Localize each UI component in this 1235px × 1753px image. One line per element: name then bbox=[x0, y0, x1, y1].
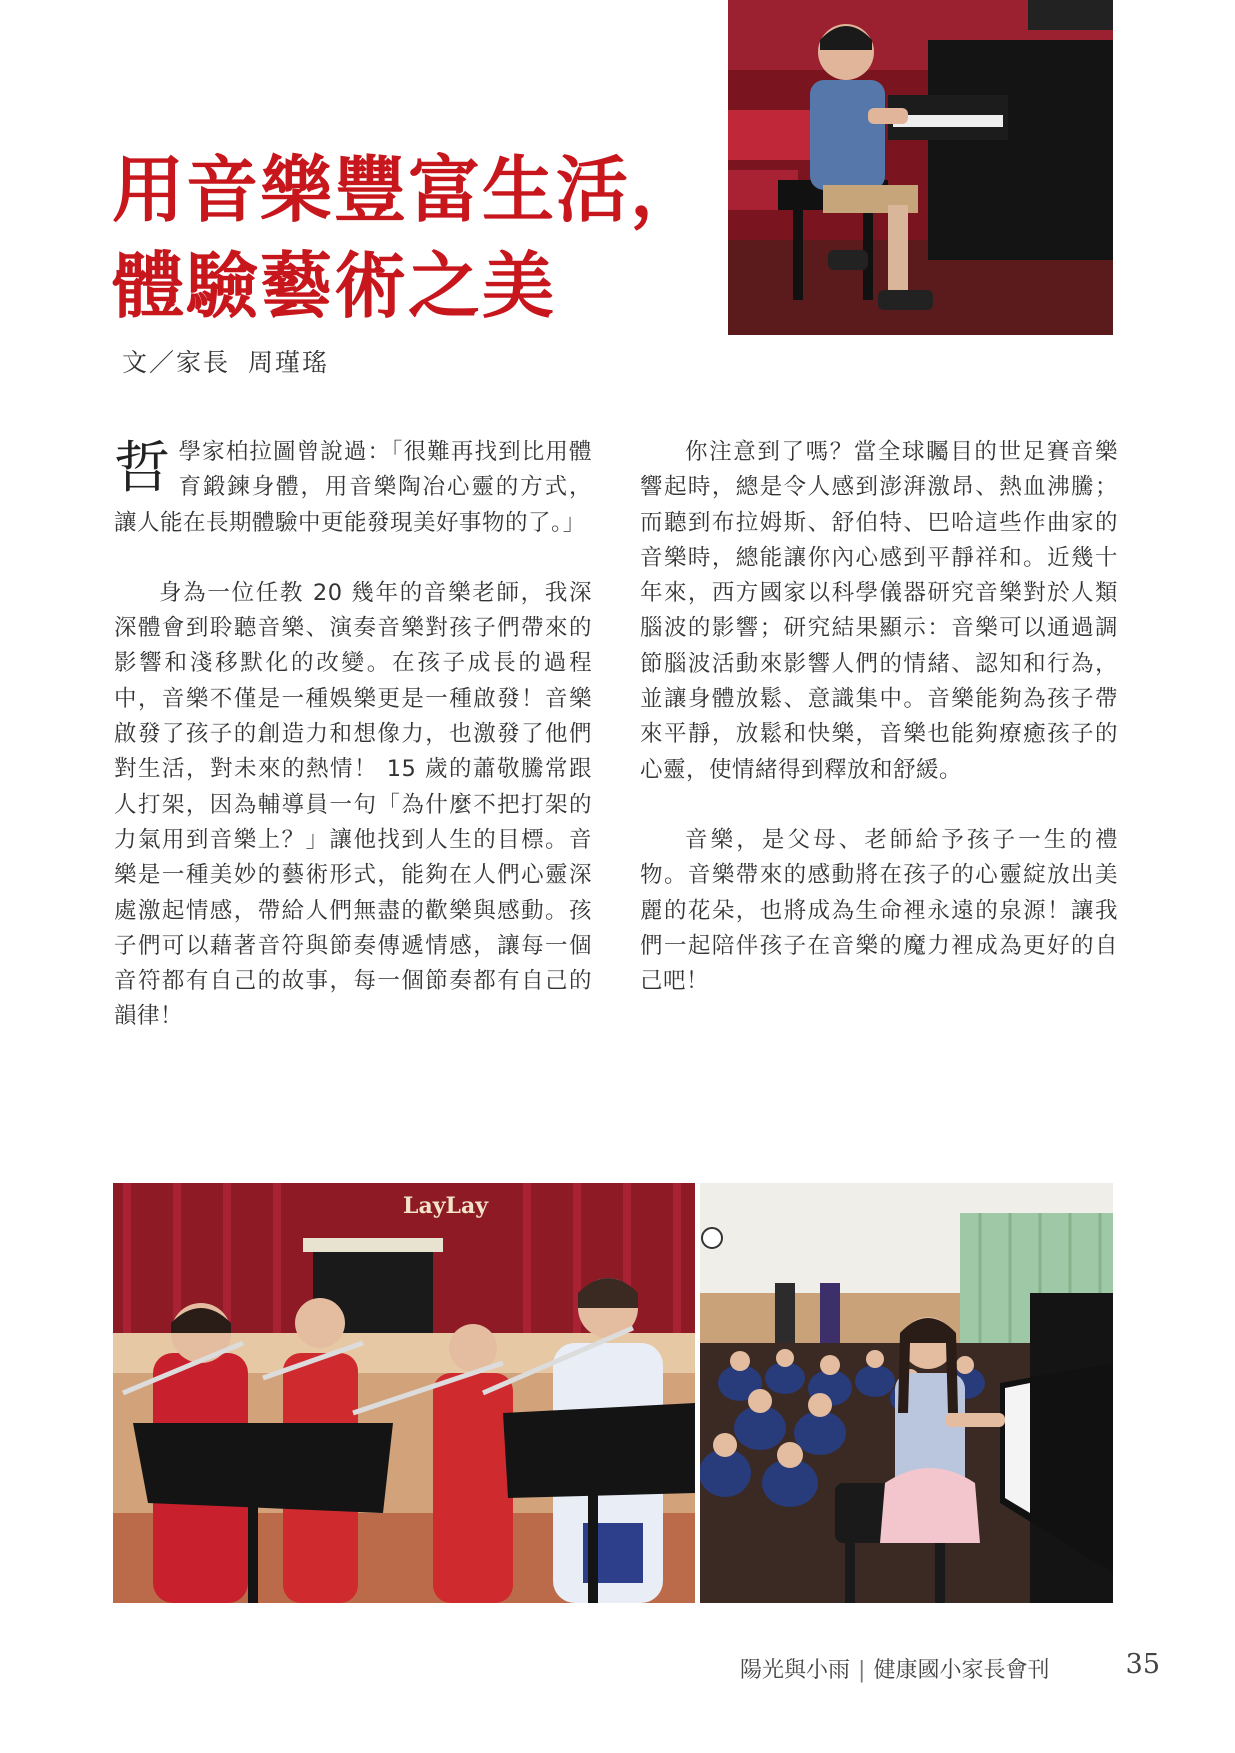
dropcap-letter: 哲 bbox=[114, 436, 171, 501]
banner-text: LayLay bbox=[403, 1193, 489, 1219]
footer-separator: | bbox=[858, 1658, 866, 1683]
title-line-1: 用音樂豐富生活， bbox=[112, 147, 705, 232]
page-footer bbox=[740, 1649, 1160, 1684]
article-left-column bbox=[114, 435, 592, 1070]
byline-prefix: 文／家長 bbox=[122, 348, 231, 377]
paragraph-gift: 音樂，是父母、老師給予孩子一生的禮物。音樂帶來的感動將在孩子的心靈綻放出美麗的花朵，也將成為生命裡永遠的泉源！讓我們一起陪伴孩子在音樂的魔力裡成為更好的自己吧！ bbox=[640, 826, 1118, 995]
photo-girl-piano-classroom bbox=[700, 1183, 1113, 1603]
photo-boy-piano bbox=[728, 0, 1113, 335]
byline bbox=[122, 343, 329, 379]
title-line-2: 體驗藝術之美 bbox=[112, 243, 557, 328]
article-right-column bbox=[640, 435, 1118, 1034]
paragraph-music-brain: 你注意到了嗎？當全球矚目的世足賽音樂響起時，總是令人感到澎湃激昂、熱血沸騰；而聽到布拉姆斯、舒伯特、巴哈這些作曲家的音樂時，總能讓你內心感到平靜祥和。近幾十年來，西方國家以科學儀器研究音樂對於人類腦波的影響；研究結果顯示：音樂可以通過調節腦波活動來影響人們的情緒、認知和行為，並讓身體放鬆、意識集中。音樂能夠為孩子帶來平靜，放鬆和快樂，音樂也能夠療癒孩子的心靈，使情緒得到釋放和舒緩。 bbox=[640, 439, 1118, 783]
paragraph-intro bbox=[114, 435, 592, 541]
photo-girl-piano-image bbox=[700, 1183, 1113, 1603]
photo-boy-piano-image bbox=[728, 0, 1113, 335]
article-title bbox=[112, 142, 712, 334]
footer-publisher: 健康國小家長會刊 bbox=[873, 1658, 1050, 1683]
photo-flute-students bbox=[113, 1183, 695, 1603]
byline-author: 周瑾瑤 bbox=[248, 348, 330, 377]
footer-magazine-name: 陽光與小雨 bbox=[740, 1658, 851, 1683]
paragraph-teacher-experience: 身為一位任教 20 幾年的音樂老師，我深深體會到聆聽音樂、演奏音樂對孩子們帶來的影響和淺移默化的改變。在孩子成長的過程中，音樂不僅是一種娛樂更是一種啟發！音樂啟發了孩子的創造力和想像力，也激發了他們對生活，對未來的熱情！ 15 歲的蕭敬騰常跟人打架，因為輔導員一句「為什麼不把打架的力氣用到音樂上？」讓他找到人生的目標。音樂是一種美妙的藝術形式，能夠在人們心靈深處激起情感，帶給人們無盡的歡樂與感動。孩子們可以藉著音符與節奏傳遞情感，讓每一個音符都有自己的故事，每一個節奏都有自己的韻律！ bbox=[114, 579, 592, 1030]
page-number: 35 bbox=[1125, 1649, 1160, 1680]
paragraph-intro-text: 學家柏拉圖曾說過：「很難再找到比用體育鍛鍊身體，用音樂陶冶心靈的方式，讓人能在長期體驗中更能發現美好事物的了。」 bbox=[114, 439, 592, 536]
photo-flute-students-image bbox=[113, 1183, 695, 1603]
